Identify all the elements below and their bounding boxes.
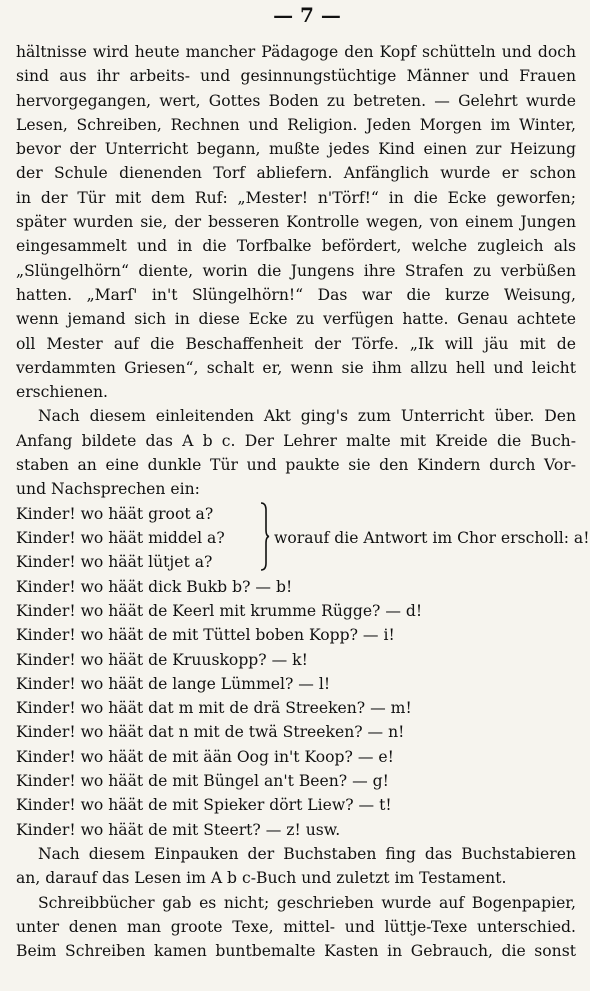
text-line: Beim Schreiben kamen buntbemalte Kasten in Gebrauch, die sonst	[16, 942, 576, 961]
dialog-brace-group	[16, 502, 590, 575]
text-line: wenn jemand sich in diese Ecke zu verfügen hatte. Genau achtete	[16, 310, 576, 329]
text-line: bevor der Unterricht begann, mußte jedes Kind einen zur Heizung	[16, 140, 576, 159]
text-line: Schreibbücher gab es nicht; geschrieben wurde auf Bogenpapier,	[38, 893, 576, 912]
text-line: und Nachsprechen ein:	[16, 480, 200, 499]
page-number: — 7 —	[273, 3, 341, 27]
text-line: „Slüngelhörn“ diente, worin die Jungens ihre Strafen zu verbüßen	[16, 261, 576, 280]
text-line: verdammten Griesen“, schalt er, wenn sie ihm allzu hell und leicht	[16, 358, 576, 377]
text-line: Anfang bildete das A b c. Der Lehrer malte mit Kreide die Buch-	[16, 431, 576, 450]
text-line: eingesammelt und in die Torfbalke befördert, welche zugleich als	[16, 237, 576, 256]
dialog-line: Kinder! wo häät de lange Lümmel? — l!	[16, 674, 331, 693]
text-line: in der Tür mit dem Ruf: „Mester! n'Törf!“ in die Ecke geworfen;	[16, 188, 576, 207]
text-line: Lesen, Schreiben, Rechnen und Religion. Jeden Morgen im Winter,	[16, 115, 576, 134]
paragraph-2	[16, 404, 576, 501]
paragraph-3	[16, 842, 576, 891]
text-line: hatten. „Marſ' in't Slüngelhörn!“ Das war die kurze Weisung,	[16, 285, 576, 304]
text-line: unter denen man groote Texe, mittel- und lüttje-Texe unterschied.	[16, 917, 576, 936]
text-line: der Schule dienenden Torf abliefern. Anfänglich wurde er schon	[16, 164, 576, 183]
text-line: sind aus ihr arbeits- und gesinnungstüchtige Männer und Frauen	[16, 67, 576, 86]
text-line: hervorgegangen, wert, Gottes Boden zu betreten. — Gelehrt wurde	[16, 91, 576, 110]
text-line: Nach diesem Einpauken der Buchstaben fing das Buchstabieren	[38, 844, 576, 863]
dialog-line: Kinder! wo häät de mit ään Oog in't Koop? — e!	[16, 747, 394, 766]
paragraph-4	[16, 891, 576, 964]
paragraph-1	[16, 40, 576, 404]
text-line: Nach diesem einleitenden Akt ging's zum Unterricht über. Den	[38, 407, 576, 426]
dialog-line: Kinder! wo häät dat n mit de twä Streeken? — n!	[16, 723, 405, 742]
text-line: später wurden sie, der besseren Kontrolle wegen, von einem Jungen	[16, 213, 576, 232]
text-line: erschienen.	[16, 383, 108, 402]
dialog-line: Kinder! wo häät middel a?	[16, 528, 225, 547]
dialog-line: Kinder! wo häät dick Bukb b? — b!	[16, 577, 293, 596]
dialog-list	[16, 575, 576, 842]
text-line: hältnisse wird heute mancher Pädagoge den Kopf schütteln und doch	[16, 43, 576, 61]
dialog-line: Kinder! wo häät de mit Büngel an't Been? — g!	[16, 772, 389, 791]
text-line: an, darauf das Lesen im A b c-Buch und zuletzt im Testament.	[16, 869, 507, 888]
text-line: staben an eine dunkle Tür und paukte sie den Kindern durch Vor-	[16, 456, 576, 475]
dialog-line: Kinder! wo häät de mit Spieker dört Liew? — t!	[16, 796, 392, 815]
dialog-line: Kinder! wo häät groot a?	[16, 504, 214, 523]
curly-brace-icon	[260, 502, 270, 571]
dialog-line: Kinder! wo häät de Keerl mit krumme Rügge? — d!	[16, 601, 423, 620]
text-line: oll Mester auf die Beschaffenheit der Törfe. „Ik will jäu mit de	[16, 334, 576, 353]
dialog-line: Kinder! wo häät de mit Tüttel boben Kopp? — i!	[16, 626, 395, 645]
dialog-line: Kinder! wo häät lütjet a?	[16, 553, 213, 572]
chorus-answer: worauf die Antwort im Chor erscholl: a!	[274, 528, 590, 547]
dialog-line: Kinder! wo häät dat m mit de drä Streeken? — m!	[16, 699, 412, 718]
dialog-line: Kinder! wo häät de Kruuskopp? — k!	[16, 650, 308, 669]
dialog-line: Kinder! wo häät de mit Steert? — z! usw.	[16, 820, 341, 839]
